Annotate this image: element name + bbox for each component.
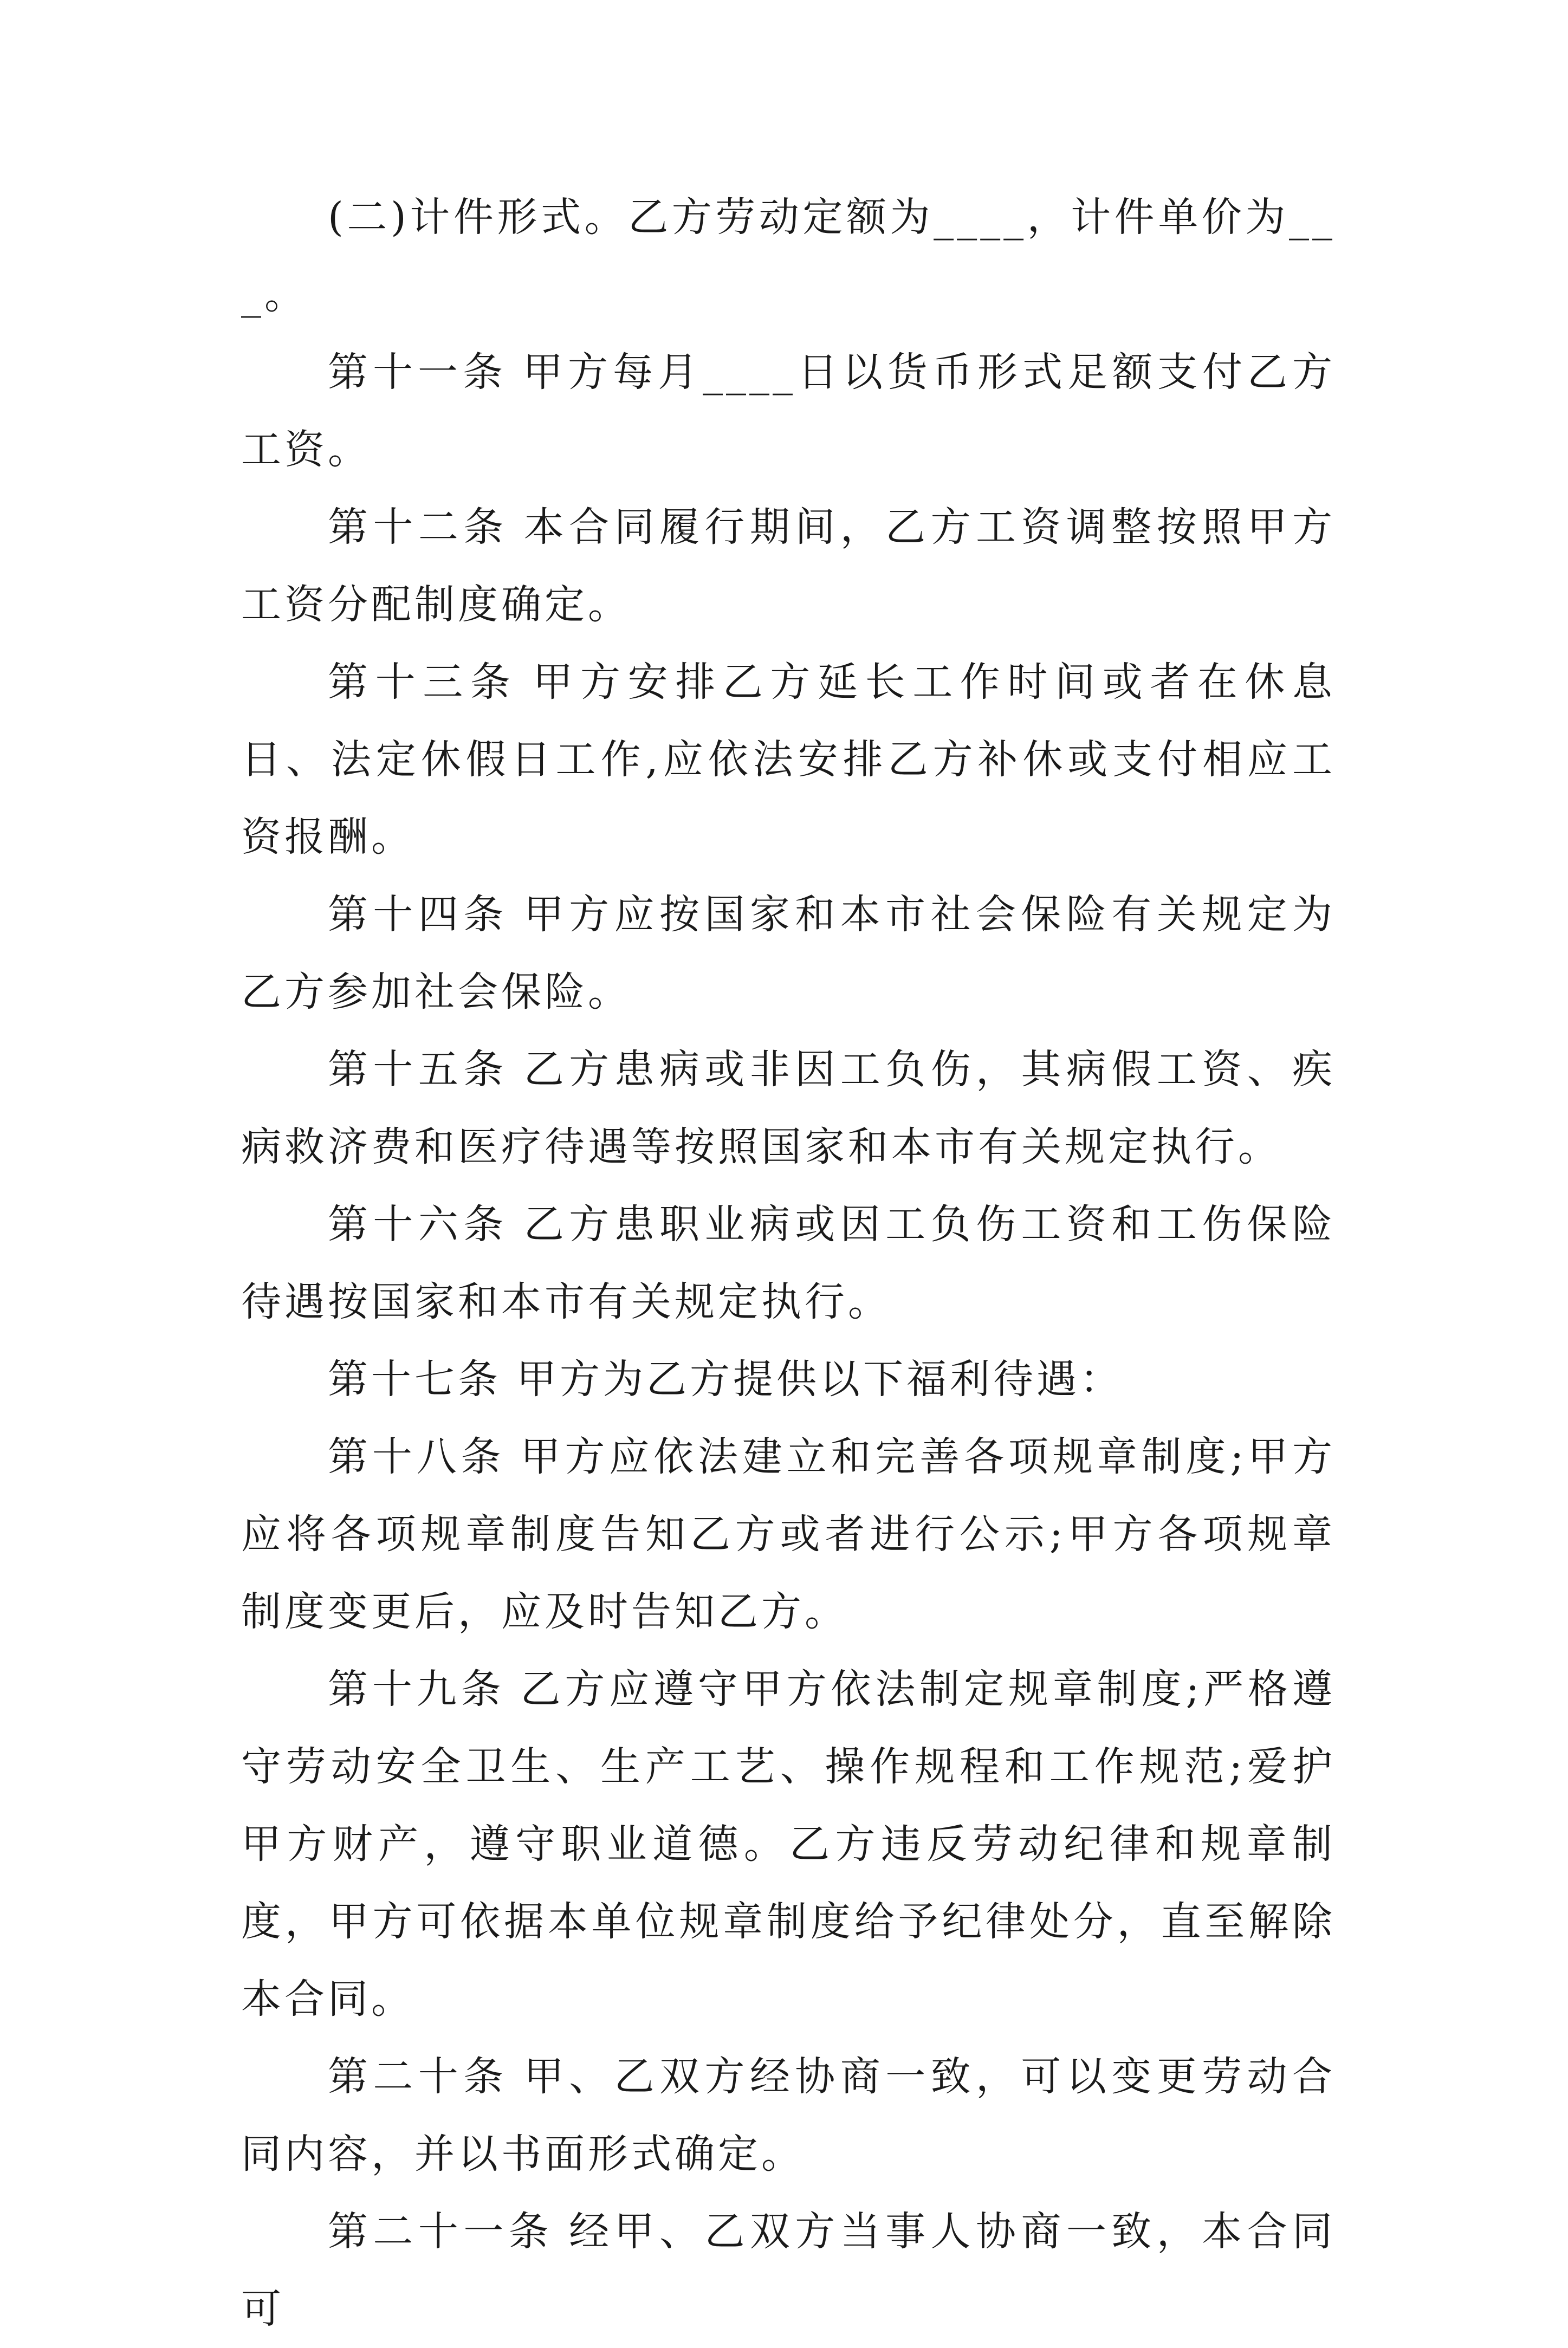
- article-number: 第十五条: [328, 1046, 509, 1093]
- article-16: [241, 1186, 1336, 1341]
- article-18: [241, 1418, 1336, 1651]
- article-text: 乙方患职业病或因工负伤工资和工伤保险待遇按国家和本市有关规定执行。: [241, 1201, 1336, 1325]
- article-12: [241, 489, 1336, 644]
- document-body: [241, 179, 1336, 2348]
- article-text: 甲方应依法建立和完善各项规章制度;甲方应将各项规章制度告知乙方或者进行公示;甲方各项规章制度变更后，应及时告知乙方。: [241, 1434, 1336, 1635]
- article-number: 第十三条: [328, 659, 518, 705]
- article-text: 乙方应遵守甲方依法制定规章制度;严格遵守劳动安全卫生、生产工艺、操作规程和工作规范;爱护甲方财产，遵守职业道德。乙方违反劳动纪律和规章制度，甲方可依据本单位规章制度给予纪律处分，直至解除本合同。: [241, 1666, 1336, 2022]
- article-11: [241, 334, 1336, 489]
- article-number: 第十六条: [328, 1201, 509, 1248]
- article-20: [241, 2038, 1336, 2193]
- article-text: 本合同履行期间，乙方工资调整按照甲方工资分配制度确定。: [241, 504, 1336, 628]
- article-text: 经甲、乙双方当事人协商一致，本合同可: [241, 2208, 1336, 2332]
- article-number: 第十一条: [328, 349, 508, 395]
- article-text: 乙方患病或非因工负伤，其病假工资、疾病救济费和医疗待遇等按照国家和本市有关规定执行。: [241, 1046, 1336, 1170]
- article-number: 第二十一条: [328, 2208, 554, 2255]
- article-text: 甲、乙双方经协商一致，可以变更劳动合同内容，并以书面形式确定。: [241, 2053, 1336, 2177]
- article-13: [241, 644, 1336, 876]
- article-number: 第十七条: [328, 1356, 501, 1403]
- article-text: 甲方为乙方提供以下福利待遇：: [516, 1356, 1123, 1403]
- article-14: [241, 876, 1336, 1031]
- article-15: [241, 1031, 1336, 1186]
- article-number: 第十九条: [328, 1666, 506, 1713]
- article-21: [241, 2193, 1336, 2348]
- paragraph-text: (二)计件形式。乙方劳动定额为____，计件单价为___。: [241, 194, 1336, 318]
- article-number: 第十四条: [328, 891, 509, 938]
- article-text: 甲方每月____日以货币形式足额支付乙方工资。: [241, 349, 1336, 473]
- article-number: 第十二条: [328, 504, 509, 550]
- article-number: 第十八条: [328, 1434, 506, 1480]
- article-17: [241, 1341, 1336, 1418]
- article-text: 甲方应按国家和本市社会保险有关规定为乙方参加社会保险。: [241, 891, 1336, 1015]
- article-text: 甲方安排乙方延长工作时间或者在休息日、法定休假日工作,应依法安排乙方补休或支付相应工资报酬。: [241, 659, 1336, 860]
- article-number: 第二十条: [328, 2053, 509, 2100]
- article-19: [241, 1651, 1336, 2038]
- paragraph-piecework: [241, 179, 1336, 334]
